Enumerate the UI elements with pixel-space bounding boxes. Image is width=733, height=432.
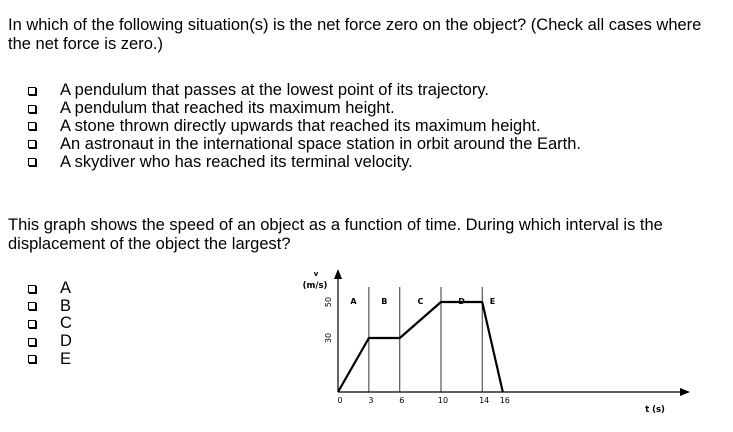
- question-2-options: [28, 280, 72, 368]
- question-2-option[interactable]: [28, 315, 72, 333]
- question-1-option[interactable]: [28, 82, 581, 100]
- option-label: E: [60, 349, 72, 368]
- checkbox[interactable]: [28, 355, 36, 363]
- checkbox[interactable]: [28, 285, 36, 293]
- option-label: C: [60, 314, 72, 333]
- x-tick-label: 14: [479, 396, 490, 405]
- speed-line: [338, 302, 503, 392]
- y-tick-label: 50: [324, 296, 333, 308]
- speed-time-graph: [290, 265, 695, 425]
- x-tick-label: 0: [337, 396, 343, 405]
- x-tick-label: 3: [368, 396, 374, 405]
- question-2-option[interactable]: [28, 280, 72, 298]
- interval-label: C: [417, 297, 424, 306]
- option-label: A: [60, 279, 72, 298]
- x-tick-label: 16: [499, 396, 510, 405]
- x-tick-label: 10: [437, 396, 449, 405]
- y-axis-unit: (m/s): [302, 281, 328, 291]
- checkbox[interactable]: [28, 105, 36, 113]
- interval-label: B: [381, 297, 388, 306]
- checkbox[interactable]: [28, 320, 36, 328]
- checkbox[interactable]: [28, 140, 36, 148]
- checkbox[interactable]: [28, 87, 36, 95]
- x-tick-label: 6: [399, 396, 405, 405]
- checkbox[interactable]: [28, 122, 36, 130]
- question-1-text: In which of the following situation(s) is the net force zero on the object? (Check all cases where the net force is zero.): [8, 16, 702, 53]
- question-1-option[interactable]: [28, 100, 581, 118]
- question-1-option[interactable]: [28, 118, 581, 136]
- question-2-option[interactable]: [28, 298, 72, 316]
- interval-label: D: [458, 297, 465, 306]
- option-label: A pendulum that reached its maximum height.: [60, 99, 395, 118]
- option-label: B: [60, 296, 72, 315]
- checkbox[interactable]: [28, 338, 36, 346]
- option-label: A stone thrown directly upwards that reached its maximum height.: [60, 117, 541, 135]
- y-axis-label: v: [313, 270, 319, 278]
- question-1-option[interactable]: [28, 135, 581, 153]
- option-label: D: [60, 332, 72, 351]
- question-2-text: This graph shows the speed of an object as a function of time. During which interval is the displacement of the object the largest?: [8, 216, 663, 253]
- interval-label: A: [350, 297, 357, 306]
- question-1-option[interactable]: [28, 153, 581, 171]
- checkbox[interactable]: [28, 302, 36, 310]
- interval-label: E: [489, 297, 496, 306]
- y-tick-label: 30: [324, 332, 333, 344]
- x-axis-label: t (s): [645, 405, 665, 415]
- question-2-option[interactable]: [28, 333, 72, 351]
- question-1-options: [28, 82, 581, 171]
- option-label: A skydiver who has reached its terminal velocity.: [60, 152, 413, 171]
- question-2-option[interactable]: [28, 350, 72, 368]
- option-label: An astronaut in the international space station in orbit around the Earth.: [60, 134, 581, 153]
- checkbox[interactable]: [28, 158, 36, 166]
- option-label: A pendulum that passes at the lowest point of its trajectory.: [60, 81, 489, 100]
